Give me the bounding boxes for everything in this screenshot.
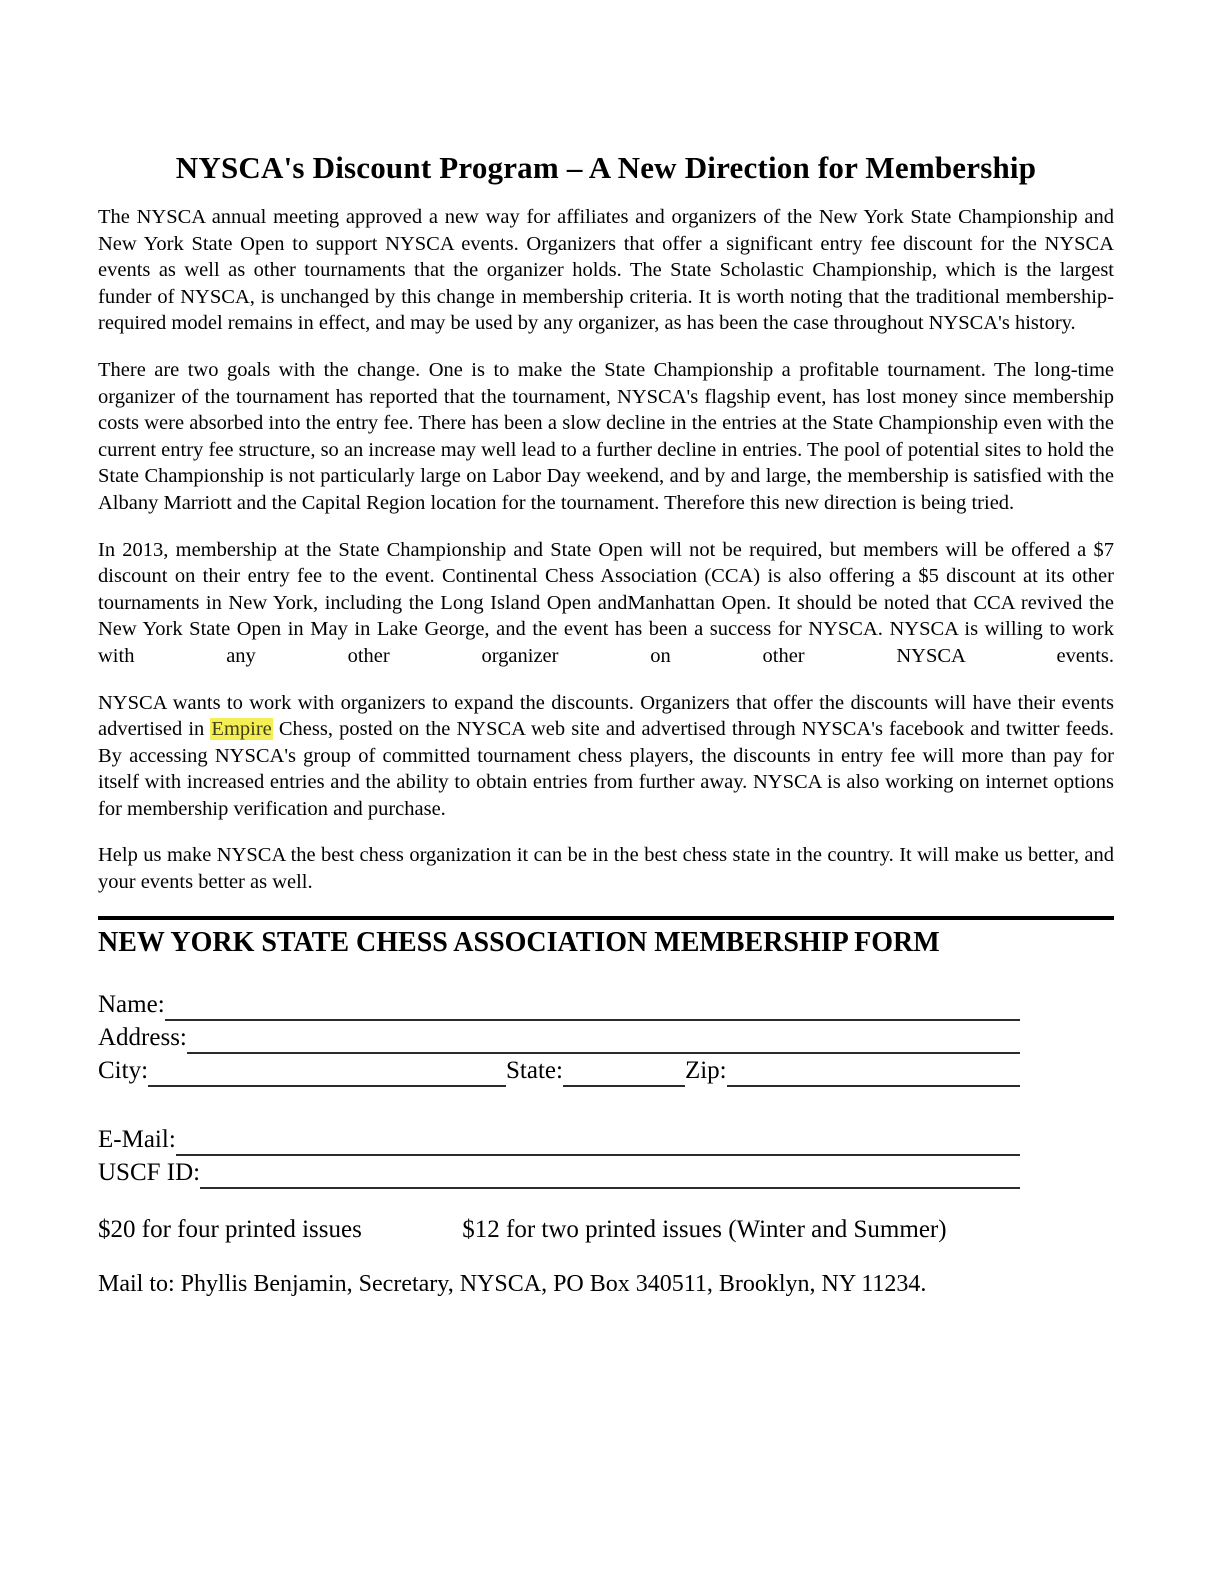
city-state-zip-row xyxy=(98,1054,1020,1087)
name-blank-line xyxy=(165,995,1020,1021)
paragraph-discounts: In 2013, membership at the State Championship and State Open will not be required, but members will be offered a $7 discount on their entry fee to the event. Continental Chess Association (CCA) is also offering a $5 discount at its other tournaments in New York, including the Long Island Open andManhattan Open. It should be noted that CCA revived the New York State Open in May in Lake George, and the event has been a success for NYSCA. NYSCA is willing to work with any other organizer on other NYSCA events. xyxy=(98,538,1114,667)
email-label: E-Mail: xyxy=(98,1125,176,1153)
city-label: City: xyxy=(98,1056,149,1084)
membership-form-heading: NEW YORK STATE CHESS ASSOCIATION MEMBERSHIP FORM xyxy=(98,926,940,958)
email-row xyxy=(98,1123,1020,1156)
paragraph-closing: Help us make NYSCA the best chess organization it can be in the best chess state in the country. It will make us better, and your events better as well. xyxy=(98,844,1114,894)
paragraph-advertising-text-after: Chess, posted on the NYSCA web site and advertised through NYSCA's facebook and twitter feeds. By accessing NYSCA's group of committed tournament chess players, the discounts in entry fee will more than pay for itself with increased entries and the ability to obtain entries from further away. NYSCA is also working on internet options for membership verification and purchase. xyxy=(98,718,1114,820)
pricing-row xyxy=(98,1213,1114,1246)
zip-label: Zip: xyxy=(684,1056,727,1084)
zip-blank-line xyxy=(727,1061,1020,1087)
address-blank-line xyxy=(187,1028,1020,1054)
name-row xyxy=(98,988,1020,1021)
paragraph-goals: There are two goals with the change. One is to make the State Championship a profitable tournament. The long-time organizer of the tournament has reported that the tournament, NYSCA's flagship event, has lost money since membership costs were absorbed into the entry fee. There has been a slow decline in the entries at the State Championship even with the current entry fee structure, so an increase may well lead to a further decline in entries. The pool of potential sites to hold the State Championship is not particularly large on Labor Day weekend, and by and large, the membership is satisfied with the Albany Marriott and the Capital Region location for the tournament. Therefore this new direction is being tried. xyxy=(98,358,1114,514)
state-blank-line xyxy=(563,1061,685,1087)
highlighted-word-empire: Empire xyxy=(211,718,272,741)
spacer xyxy=(98,1087,1114,1123)
section-divider-rule xyxy=(98,916,1114,920)
address-row xyxy=(98,1021,1020,1054)
mail-to-line: Mail to: Phyllis Benjamin, Secretary, NYSCA, PO Box 340511, Brooklyn, NY 11234. xyxy=(98,1270,927,1297)
city-blank-line xyxy=(148,1061,506,1087)
uscf-id-blank-line xyxy=(200,1163,1020,1189)
email-blank-line xyxy=(176,1130,1020,1156)
uscf-id-label: USCF ID: xyxy=(98,1158,201,1186)
price-two-issues: $12 for two printed issues (Winter and Summer) xyxy=(462,1215,947,1243)
paragraph-advertising-text-before: NYSCA wants to work with organizers to expand the discounts. Organizers that offer the discounts will have their events advertised in xyxy=(98,691,1114,741)
state-label: State: xyxy=(506,1056,563,1084)
paragraph-intro: The NYSCA annual meeting approved a new way for affiliates and organizers of the New York State Championship and New York State Open to support NYSCA events. Organizers that offer a significant entry fee discount for the NYSCA events as well as other tournaments that the organizer holds. The State Scholastic Championship, which is the largest funder of NYSCA, is unchanged by this change in membership criteria. It is worth noting that the traditional membership-required model remains in effect, and may be used by any organizer, as has been the case throughout NYSCA's history. xyxy=(98,206,1114,335)
price-four-issues: $20 for four printed issues xyxy=(98,1215,362,1243)
uscf-id-row xyxy=(98,1156,1020,1189)
paragraph-advertising xyxy=(98,690,1114,823)
spacer xyxy=(98,1189,1114,1211)
page-title: NYSCA's Discount Program – A New Direction for Membership xyxy=(175,150,1037,185)
name-label: Name: xyxy=(98,990,165,1018)
address-label: Address: xyxy=(98,1023,187,1051)
